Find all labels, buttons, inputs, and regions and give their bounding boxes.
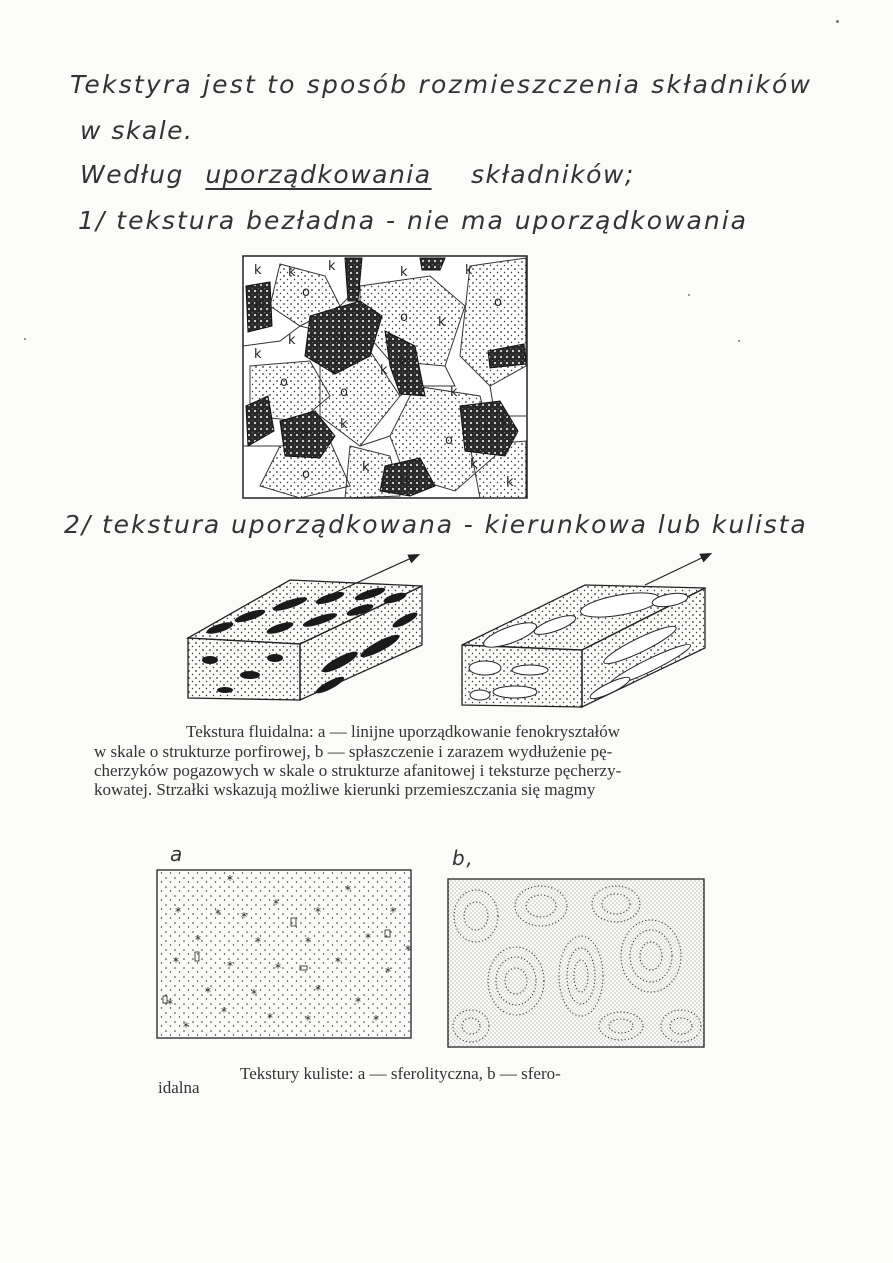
grain-label-o: o [280,375,288,390]
random-texture-figure [240,246,530,502]
grain-label-b: b [254,297,263,312]
fluidal-texture-figure [180,550,720,720]
grain-label-k: k [400,265,408,280]
svg-text:*: * [195,933,201,947]
svg-text:*: * [251,987,257,1001]
svg-text:*: * [365,931,371,945]
grain-label-k: k [438,315,446,330]
note-criterion-suffix: składników; [471,160,635,189]
grain-label-k: k [328,259,336,274]
grain-label-b: b [400,473,409,488]
note-criterion-line [80,160,635,189]
grain-label-k: k [380,363,388,378]
sphero-idal-texture-panel [446,876,708,1050]
grain-label-k: k [450,385,458,400]
note-criterion-prefix: Według [80,160,184,189]
caption-fluidal-line1: Tekstura fluidalna: a — linijne uporządkowanie fenokryształów [186,722,621,741]
svg-text:*: * [345,883,351,897]
grain-label-k: k [254,263,262,278]
spherulitic-texture-panel [155,866,415,1042]
svg-text:*: * [405,943,411,957]
grain-label-o: o [302,285,310,300]
note-definition-line2: w skale. [80,116,194,145]
grain-label-k: k [362,460,370,475]
note-criterion-underlined: uporządkowania [205,160,432,189]
caption-fluidal-line3: cherzyków pogazowych w skale o strukturze afanitowej i teksturze pęcherzy- [94,761,622,780]
grain-label-k: k [500,413,508,428]
svg-text:*: * [227,959,233,973]
svg-text:*: * [355,995,361,1009]
grain-label-k: k [254,347,262,362]
grain-label-o: o [400,310,408,325]
grain-label-b: b [484,421,493,436]
grain-label-b: b [398,353,407,368]
grain-label-k: k [288,333,296,348]
svg-text:*: * [267,1011,273,1025]
grain-label-k: k [465,263,473,278]
svg-text:*: * [305,935,311,949]
svg-text:*: * [373,1013,379,1027]
svg-text:*: * [305,1013,311,1027]
grain-label-o: o [494,295,502,310]
svg-text:*: * [205,985,211,999]
svg-text:*: * [315,983,321,997]
svg-text:*: * [275,961,281,975]
svg-text:*: * [255,935,261,949]
block-a-phenocrysts [188,555,422,700]
figure-label-a: a [170,842,184,866]
note-definition-line1: Tekstyra jest to sposób rozmieszczenia składników [70,70,813,99]
svg-text:*: * [221,1005,227,1019]
caption-fluidal-line2: w skale o strukturze porfirowej, b — spłaszczenie i zarazem wydłużenie pę- [94,742,613,761]
svg-text:*: * [175,905,181,919]
svg-text:*: * [390,905,396,919]
grain-label-b: b [300,427,309,442]
grain-label-k: k [288,265,296,280]
grain-label-o: o [302,467,310,482]
grain-label-o: o [340,385,348,400]
svg-text:*: * [273,897,279,911]
svg-text:*: * [183,1020,189,1034]
grain-label-k: k [506,475,514,490]
svg-text:*: * [227,873,233,887]
note-item-2: 2/ tekstura uporządkowana - kierunkowa lub kulista [64,510,808,539]
svg-text:*: * [241,910,247,924]
grain-label-k: k [470,457,478,472]
svg-text:*: * [385,965,391,979]
grain-label-k: k [340,417,348,432]
figure-label-b: b, [452,846,475,870]
note-item-1: 1/ tekstura bezładna - nie ma uporządkowania [78,206,748,235]
caption-spherical-line2: idalna [158,1078,200,1097]
svg-text:*: * [167,997,173,1011]
caption-spherical-line1: Tekstury kuliste: a — sferolityczna, b — sfero- [240,1064,561,1083]
svg-text:*: * [173,955,179,969]
caption-fluidal-line4: kowatej. Strzałki wskazują możliwe kierunki przemieszczania się magmy [94,780,596,799]
grain-label-o: o [445,433,453,448]
dotted-grains [250,258,526,498]
svg-text:*: * [335,955,341,969]
svg-text:*: * [315,905,321,919]
svg-text:*: * [215,907,221,921]
grain-label-b: b [336,331,345,346]
block-b-vesicles [462,554,710,707]
